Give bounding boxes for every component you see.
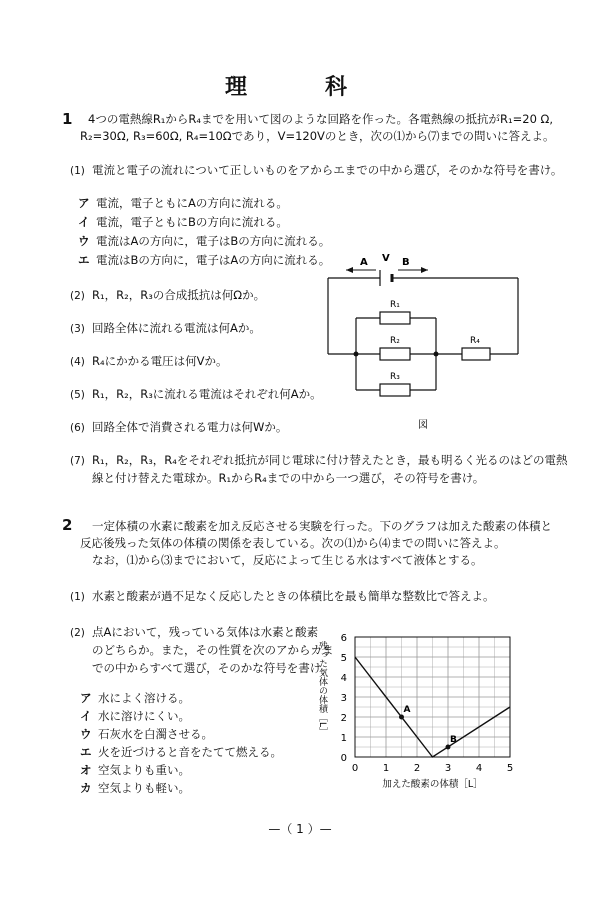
- q1-option-i: [78, 214, 288, 230]
- sub-text: 水素と酸素が過不足なく反応したときの体積比を最も簡単な整数比で答えよ。: [92, 589, 495, 603]
- q2-option-o: [80, 762, 190, 778]
- sub-number: (5): [70, 389, 85, 401]
- option-key: ウ: [78, 234, 90, 248]
- x-tick-label: 5: [506, 763, 514, 774]
- option-text: 水によく溶ける。: [98, 691, 190, 705]
- q1-option-u: [78, 233, 330, 249]
- option-key: イ: [78, 215, 90, 229]
- sub-number: (2): [70, 290, 85, 302]
- resistor-r4: [462, 348, 490, 360]
- q2-sub2-line2: のどちらか。また，その性質を次のアからカま: [92, 643, 334, 657]
- sub-text: R₁，R₂，R₃，R₄をそれぞれ抵抗が同じ電球に付け替えたとき，最も明るく光るのはどの電熱: [92, 453, 568, 467]
- q2-intro-line1: 一定体積の水素に酸素を加え反応させる実験を行った。下のグラフは加えた酸素の体積と: [92, 519, 552, 533]
- resistor-r1: [380, 312, 410, 324]
- junction-dot: [354, 352, 359, 357]
- question-1-number: 1: [62, 110, 73, 128]
- option-key: イ: [80, 709, 92, 723]
- q1-sub1: [70, 162, 562, 178]
- option-text: 空気よりも重い。: [98, 763, 190, 777]
- resistor-r3: [380, 384, 410, 396]
- q1-sub6: [70, 419, 287, 435]
- option-text: 電流はAの方向に，電子はBの方向に流れる。: [96, 234, 331, 248]
- y-tick-label: 1: [340, 733, 347, 744]
- x-tick-label: 2: [413, 763, 421, 774]
- label-r3: R₃: [390, 372, 400, 382]
- q1-sub3: [70, 320, 261, 336]
- q1-sub4: [70, 353, 227, 369]
- sub-number: (4): [70, 356, 85, 368]
- sub-text: 回路全体で消費される電力は何Wか。: [92, 420, 288, 434]
- q1-option-e: [78, 252, 330, 268]
- q2-option-e: [80, 744, 282, 760]
- figure-caption: 図: [418, 420, 428, 431]
- q1-intro-line2: R₂=30Ω, R₃=60Ω, R₄=10Ωであり，V=120Vのとき，次の⑴から⑺までの問いに答えよ。: [80, 129, 555, 143]
- x-tick-label: 3: [444, 763, 452, 774]
- option-key: ア: [80, 691, 92, 705]
- q2-option-a: [80, 690, 190, 706]
- point-label: A: [403, 705, 411, 715]
- option-key: オ: [80, 763, 92, 777]
- y-tick-label: 4: [340, 673, 347, 684]
- option-text: 水に溶けにくい。: [98, 709, 190, 723]
- q1-option-a: [78, 195, 288, 211]
- arrow-b-head-icon: [421, 267, 428, 273]
- y-tick-label: 0: [340, 753, 347, 764]
- option-key: エ: [80, 745, 92, 759]
- sub-number: (6): [70, 422, 85, 434]
- y-tick-label: 5: [340, 653, 347, 664]
- sub-number: (1): [70, 591, 85, 603]
- point-b-marker: [446, 745, 451, 750]
- chart-grid: [355, 637, 510, 757]
- q2-intro-line2: 反応後残った気体の体積の関係を表している。次の⑴から⑷までの問いに答えよ。: [80, 536, 506, 550]
- page-title: 理 科: [224, 75, 375, 100]
- q1-sub7-line2: 線と付け替えた電球か。R₁からR₄までの中から一つ選び，その符号を書け。: [92, 471, 485, 485]
- sub-text: R₁，R₂，R₃に流れる電流はそれぞれ何Aか。: [92, 387, 322, 401]
- circuit-diagram: [318, 248, 528, 433]
- q1-sub7: [70, 452, 567, 468]
- y-tick-label: 6: [340, 633, 347, 644]
- option-text: 火を近づけると音をたてて燃える。: [98, 745, 282, 759]
- q2-option-i: [80, 708, 190, 724]
- option-key: エ: [78, 253, 90, 267]
- reaction-graph: [310, 625, 530, 795]
- sub-text: R₄にかかる電圧は何Vか。: [92, 354, 228, 368]
- x-tick-label: 0: [351, 763, 359, 774]
- option-key: カ: [80, 781, 92, 795]
- point-a-marker: [399, 715, 404, 720]
- option-text: 空気よりも軽い。: [98, 781, 190, 795]
- x-tick-label: 1: [382, 763, 390, 774]
- page-footer: —（ 1 ）—: [268, 822, 332, 836]
- label-r2: R₂: [390, 336, 400, 346]
- sub-text: 回路全体に流れる電流は何Aか。: [92, 321, 261, 335]
- sub-text: R₁，R₂，R₃の合成抵抗は何Ωか。: [92, 288, 266, 302]
- option-text: 電流，電子ともにBの方向に流れる。: [96, 215, 288, 229]
- question-2-number: 2: [62, 516, 73, 534]
- sub-text: 点Aにおいて，残っている気体は水素と酸素: [92, 625, 319, 639]
- point-label: B: [450, 735, 457, 745]
- sub-number: (3): [70, 323, 85, 335]
- q1-sub1-number: (1): [70, 165, 85, 177]
- q2-sub2-line3: での中からすべて選び，そのかな符号を書け。: [92, 661, 333, 675]
- q2-option-ka: [80, 780, 190, 796]
- y-tick-label: 2: [340, 713, 347, 724]
- q2-sub2: [70, 624, 318, 640]
- arrow-a-head-icon: [346, 267, 353, 273]
- resistor-r2: [380, 348, 410, 360]
- option-text: 石灰水を白濁させる。: [98, 727, 213, 741]
- label-b: B: [402, 257, 410, 268]
- option-key: ア: [78, 196, 90, 210]
- option-text: 電流，電子ともにAの方向に流れる。: [96, 196, 288, 210]
- q2-sub1: [70, 588, 495, 604]
- q1-sub1-text: 電流と電子の流れについて正しいものをアからエまでの中から選び，そのかな符号を書け。: [92, 163, 563, 177]
- chart-tick-labels: [341, 633, 514, 774]
- q1-sub5: [70, 386, 322, 402]
- option-text: 電流はBの方向に，電子はAの方向に流れる。: [96, 253, 331, 267]
- sub-number: (7): [70, 455, 85, 467]
- sub-number: (2): [70, 627, 85, 639]
- q1-sub2: [70, 287, 265, 303]
- label-r1: R₁: [390, 300, 400, 310]
- label-v: V: [382, 253, 390, 264]
- x-tick-label: 4: [475, 763, 483, 774]
- option-key: ウ: [80, 727, 92, 741]
- label-r4: R₄: [470, 336, 480, 346]
- q2-intro-line3: なお，⑴から⑶までにおいて，反応によって生じる水はすべて液体とする。: [92, 553, 483, 567]
- q1-intro-line1: 4つの電熱線R₁からR₄までを用いて図のような回路を作った。各電熱線の抵抗がR₁=20 Ω,: [88, 112, 553, 126]
- junction-dot: [434, 352, 439, 357]
- q2-option-u: [80, 726, 213, 742]
- label-a: A: [360, 257, 368, 268]
- x-axis-label: 加えた酸素の体積［L］: [382, 779, 483, 790]
- y-tick-label: 3: [340, 693, 347, 704]
- y-axis-label: 残った気体の体積［L］: [317, 641, 327, 737]
